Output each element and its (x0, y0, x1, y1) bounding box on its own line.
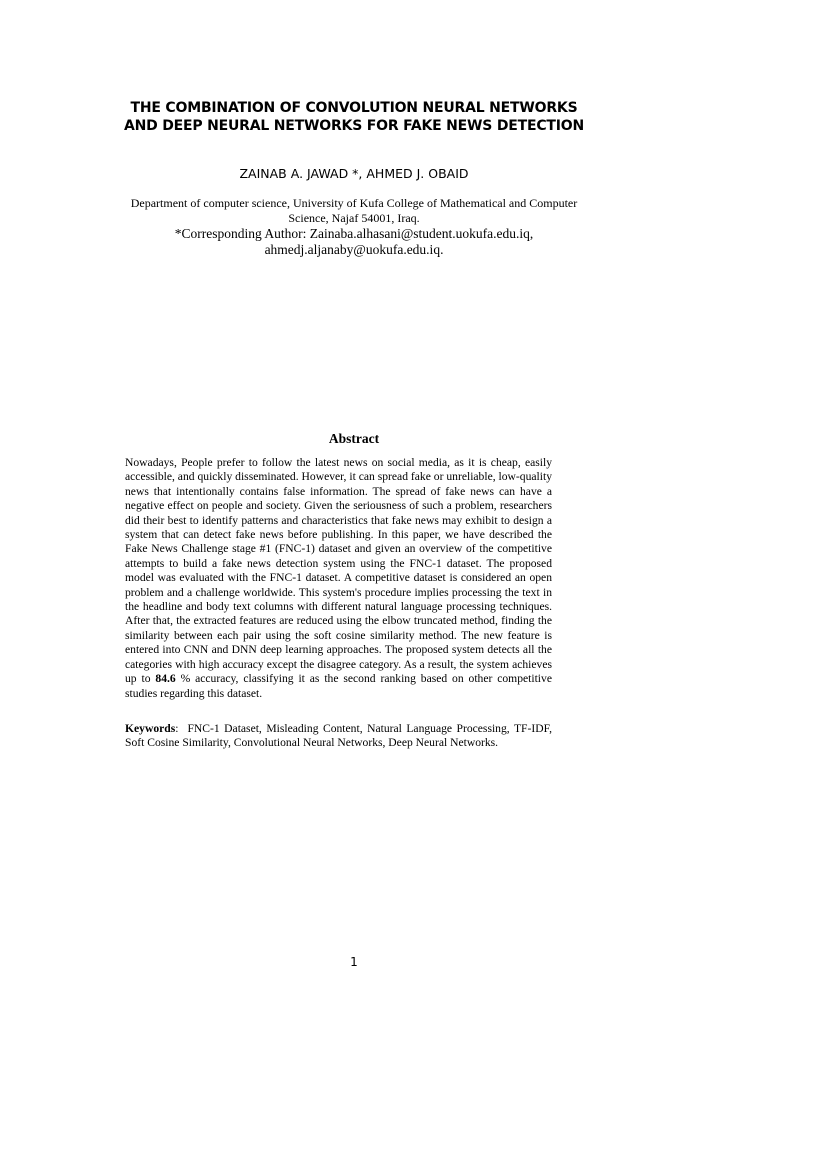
accuracy-value: 84.6 (155, 672, 176, 686)
abstract-body (125, 456, 552, 701)
paper-title: THE COMBINATION OF CONVOLUTION NEURAL NETWORKS AND DEEP NEURAL NETWORKS FOR FAKE NEWS DETECTION (124, 100, 584, 134)
author-list: ZAINAB A. JAWAD *, AHMED J. OBAID (239, 166, 469, 181)
email-link-1[interactable]: Zainaba.alhasani@student.uokufa.edu.iq (309, 226, 530, 241)
keywords-label: Keywords (125, 722, 176, 735)
abstract-heading: Abstract (328, 431, 380, 446)
corresponding-label: *Corresponding Author: (174, 226, 307, 241)
keywords-text: FNC-1 Dataset, Misleading Content, Natural Language Processing, TF-IDF, Soft Cosine Similarity, Convolutional Neural Networks, Deep Neural Networks. (125, 722, 552, 750)
email-end: . (440, 242, 444, 257)
abstract-text-part1: Nowadays, People prefer to follow the latest news on social media, as it is cheap, easily accessible, and quickly disseminated. However, it can spread fake or unreliable, low-quality news that intentionally contains false information. The spread of fake news can have a negative effect on people and society. Given the seriousness of such a problem, researchers did their best to identify patterns and characteristics that fake news may exhibit to design a system that can detect fake news before publishing. In this paper, we have described the Fake News Challenge stage #1 (FNC-1) dataset and given an overview of the competitive attempts to build a fake news detection system using the FNC-1 dataset. The proposed model was evaluated with the FNC-1 dataset. A competitive dataset is considered an open problem and a challenge worldwide. This system's procedure implies processing the text in the headline and body text columns with different natural language processing techniques. After that, the extracted features are reduced using the elbow truncated method, finding the similarity between each pair using the soft cosine similarity method. The new feature is entered into CNN and DNN deep learning approaches. The proposed system detects all the categories with high accuracy except the disagree category. As a result, the system achieves up to (125, 456, 552, 686)
email-link-2[interactable]: ahmedj.aljanaby@uokufa.edu.iq (264, 242, 441, 257)
keywords-separator: : (175, 722, 179, 735)
email-separator: , (529, 226, 534, 241)
keywords (125, 722, 552, 751)
affiliation: Department of computer science, University of Kufa College of Mathematical and Computer Science, Najaf 54001, Iraq. (130, 196, 578, 225)
abstract-text-part2: % accuracy, classifying it as the second ranking based on other competitive studies regarding this dataset. (125, 672, 552, 700)
page-number: 1 (350, 955, 358, 969)
corresponding-author (120, 226, 588, 258)
